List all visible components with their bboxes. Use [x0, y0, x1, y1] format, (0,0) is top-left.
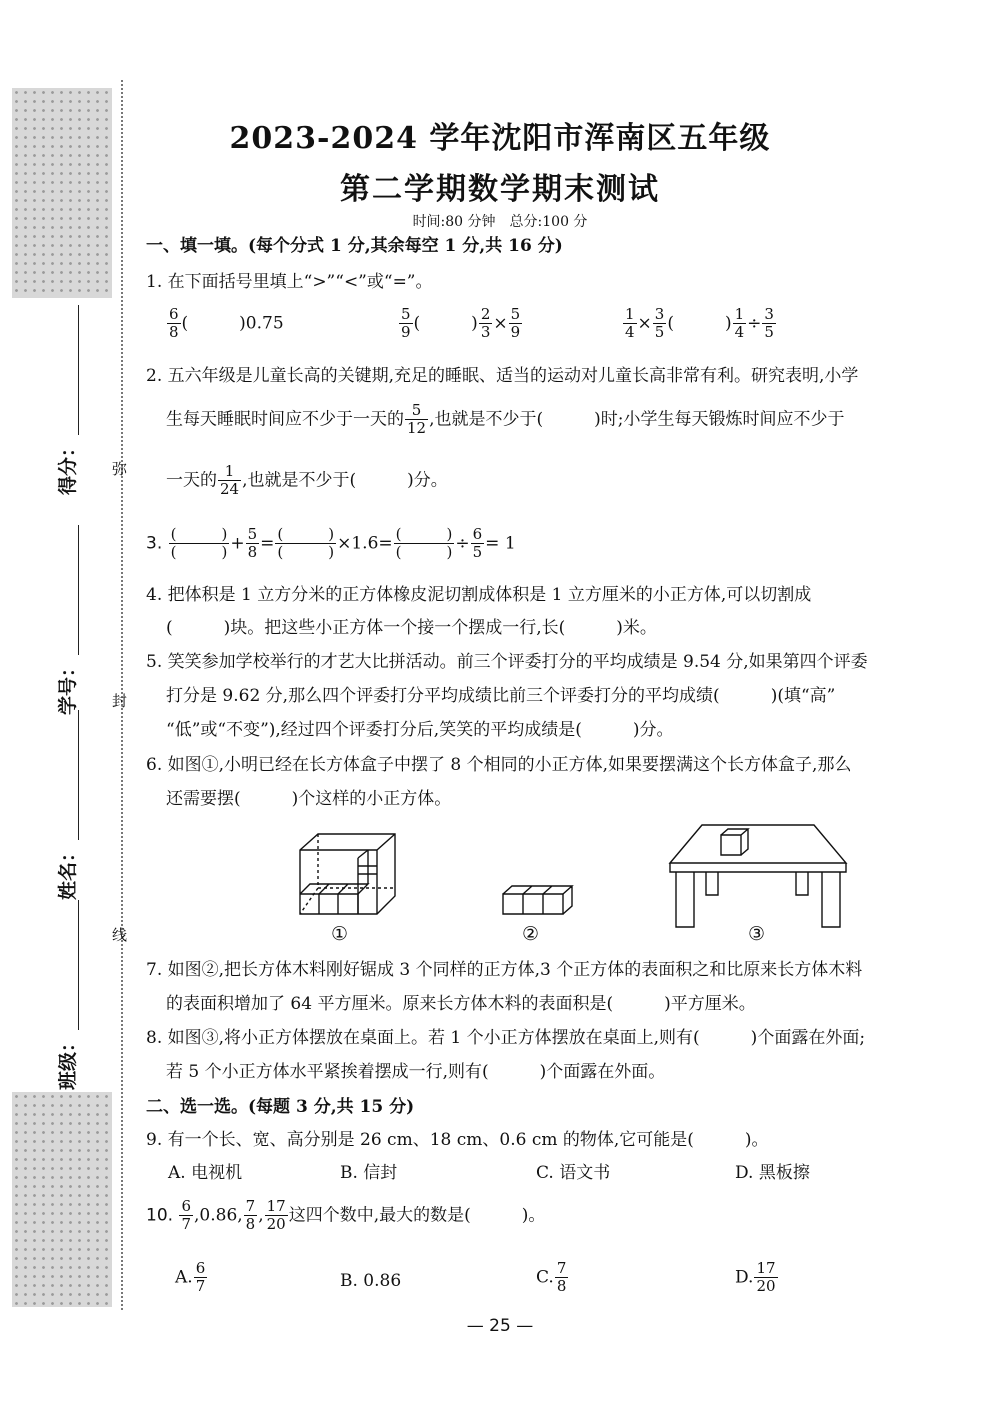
name-line [78, 710, 79, 840]
q1-item-3: $\frac{1}{4}$ × $\frac{3}{5}$ ( ) $\frac{1}{4}$ ÷ $\frac{3}{5}$ [625, 305, 774, 342]
q9-option-c[interactable]: C. 语文书 [536, 1163, 611, 1183]
q9-stem: 9. 有一个长、宽、高分别是 26 cm、18 cm、0.6 cm 的物体,它可能是( )。 [146, 1130, 769, 1150]
fraction: $\frac{7}{8}$ [556, 1259, 567, 1296]
q1-stem: 1. 在下面括号里填上“>”“<”或“=”。 [146, 272, 433, 292]
q2-line3: 一天的 $\frac{1}{24}$ ,也就是不少于( )分。 [166, 462, 448, 499]
q1-item-1: $\frac{6}{8}$ ( )0.75 [169, 305, 284, 342]
fraction: $\frac{6}{8}$ [169, 305, 179, 342]
q10-option-a[interactable]: A. $\frac{6}{7}$ [175, 1259, 206, 1296]
q4-line2: ( )块。把这些小正方体一个接一个摆成一行,长( )米。 [166, 618, 657, 638]
q1-item-2: $\frac{5}{9}$ ( ) $\frac{2}{3}$ × $\frac{5}{9}$ [401, 305, 521, 342]
figure-table-with-cube [668, 815, 848, 930]
q7-line1: 7. 如图②,把长方体木料刚好锯成 3 个同样的正方体,3 个正方体的表面积之和比原来长方体木料 [146, 960, 863, 980]
cut-char-mi: 弥 [112, 460, 128, 478]
figure-label-3: ③ [748, 923, 766, 945]
fraction: $\frac{1}{24}$ [220, 462, 240, 499]
fraction: $\frac{1}{4}$ [734, 305, 745, 342]
q5-line1: 5. 笑笑参加学校举行的才艺大比拼活动。前三个评委打分的平均成绩是 9.54 分,如果第四个评委 [146, 652, 868, 672]
q7-line2: 的表面积增加了 64 平方厘米。原来长方体木料的表面积是( )平方厘米。 [166, 994, 756, 1014]
q10-stem: 10. $\frac{6}{7}$ ,0.86, $\frac{7}{8}$ , $\frac{17}{20}$ 这四个数中,最大的数是( )。 [146, 1197, 546, 1234]
fraction: $\frac{7}{8}$ [245, 1197, 256, 1234]
q2-line2: 生每天睡眠时间应不少于一天的 $\frac{5}{12}$ ,也就是不少于( )时;小学生每天锻炼时间应不少于 [166, 401, 845, 438]
q4-line1: 4. 把体积是 1 立方分米的正方体橡皮泥切割成体积是 1 立方厘米的小正方体,可以切割成 [146, 585, 812, 605]
figure-box-with-cubes [290, 822, 410, 918]
fraction: $\frac{17}{20}$ [266, 1197, 286, 1234]
fraction: $\frac{5}{9}$ [401, 305, 411, 342]
q6-line1: 6. 如图①,小明已经在长方体盒子中摆了 8 个相同的小正方体,如果要摆满这个长方体盒子,那么 [146, 755, 852, 775]
figure-label-2: ② [522, 923, 540, 945]
fraction-blank[interactable]: $\frac{( )}{( )}$ [277, 525, 335, 562]
q8-line1: 8. 如图③,将小正方体摆放在桌面上。若 1 个小正方体摆放在桌面上,则有( )个面露在外面; [146, 1028, 866, 1048]
side-pattern-bottom [12, 1092, 112, 1307]
q10-option-c[interactable]: C. $\frac{7}{8}$ [536, 1259, 567, 1296]
name-field[interactable] [50, 710, 90, 900]
page-title-line2: 第二学期数学期末测试 [340, 172, 660, 207]
student-id-label: 学号： [57, 657, 79, 715]
fraction: $\frac{6}{7}$ [181, 1197, 191, 1234]
q5-line2: 打分是 9.62 分,那么四个评委打分平均成绩比前三个评委打分的平均成绩( )(填“高” [166, 686, 836, 706]
cut-char-feng: 封 [112, 692, 128, 710]
q10-option-b[interactable]: B. 0.86 [340, 1271, 402, 1291]
fraction: $\frac{6}{7}$ [195, 1259, 206, 1296]
name-label: 姓名： [57, 842, 79, 900]
score-label: 得分： [57, 437, 79, 495]
fraction: $\frac{5}{8}$ [247, 525, 258, 562]
q9-option-b[interactable]: B. 信封 [340, 1163, 398, 1183]
figure-label-1: ① [331, 923, 349, 945]
section2-heading: 二、选一选。(每题 3 分,共 15 分) [146, 1097, 415, 1117]
class-field[interactable] [50, 900, 90, 1090]
page-title-line1: 2023-2024 学年沈阳市浑南区五年级 [229, 121, 771, 156]
q9-option-a[interactable]: A. 电视机 [168, 1163, 243, 1183]
class-label: 班级： [57, 1032, 79, 1090]
exam-meta: 时间:80 分钟 总分:100 分 [412, 214, 588, 230]
fraction: $\frac{1}{4}$ [625, 305, 635, 342]
fraction: $\frac{17}{20}$ [756, 1259, 776, 1296]
score-field[interactable] [50, 305, 90, 495]
q3-equation: 3. $\frac{( )}{( )}$ + $\frac{5}{8}$ = $\frac{( )}{( )}$ ×1.6= $\frac{( )}{( )}$ ÷ $\frac{6}{5}$ = 1 [146, 525, 516, 562]
cut-char-xian: 线 [112, 926, 128, 944]
q2-line1: 2. 五六年级是儿童长高的关键期,充足的睡眠、适当的运动对儿童长高非常有利。研究表明,小学 [146, 366, 859, 386]
fraction: $\frac{5}{9}$ [510, 305, 521, 342]
section1-heading: 一、填一填。(每个分式 1 分,其余每空 1 分,共 16 分) [146, 236, 563, 256]
q9-option-d[interactable]: D. 黑板擦 [735, 1163, 810, 1183]
fraction: $\frac{3}{5}$ [654, 305, 665, 342]
fraction: $\frac{2}{3}$ [480, 305, 491, 342]
q6-line2: 还需要摆( )个这样的小正方体。 [166, 789, 452, 809]
fraction: $\frac{6}{5}$ [472, 525, 483, 562]
student-id-line [78, 525, 79, 655]
figure-three-cubes [500, 882, 580, 916]
q8-line2: 若 5 个小正方体水平紧挨着摆成一行,则有( )个面露在外面。 [166, 1062, 666, 1082]
class-line [78, 900, 79, 1030]
fraction-blank[interactable]: $\frac{( )}{( )}$ [170, 525, 228, 562]
fraction-blank[interactable]: $\frac{( )}{( )}$ [395, 525, 453, 562]
page-number: — 25 — [466, 1316, 534, 1336]
score-line [78, 305, 79, 435]
student-id-field[interactable] [50, 525, 90, 715]
q10-option-d[interactable]: D. $\frac{17}{20}$ [735, 1259, 776, 1296]
q5-line3: “低”或“不变”),经过四个评委打分后,笑笑的平均成绩是( )分。 [166, 720, 674, 740]
fraction: $\frac{5}{12}$ [407, 401, 427, 438]
fraction: $\frac{3}{5}$ [764, 305, 774, 342]
